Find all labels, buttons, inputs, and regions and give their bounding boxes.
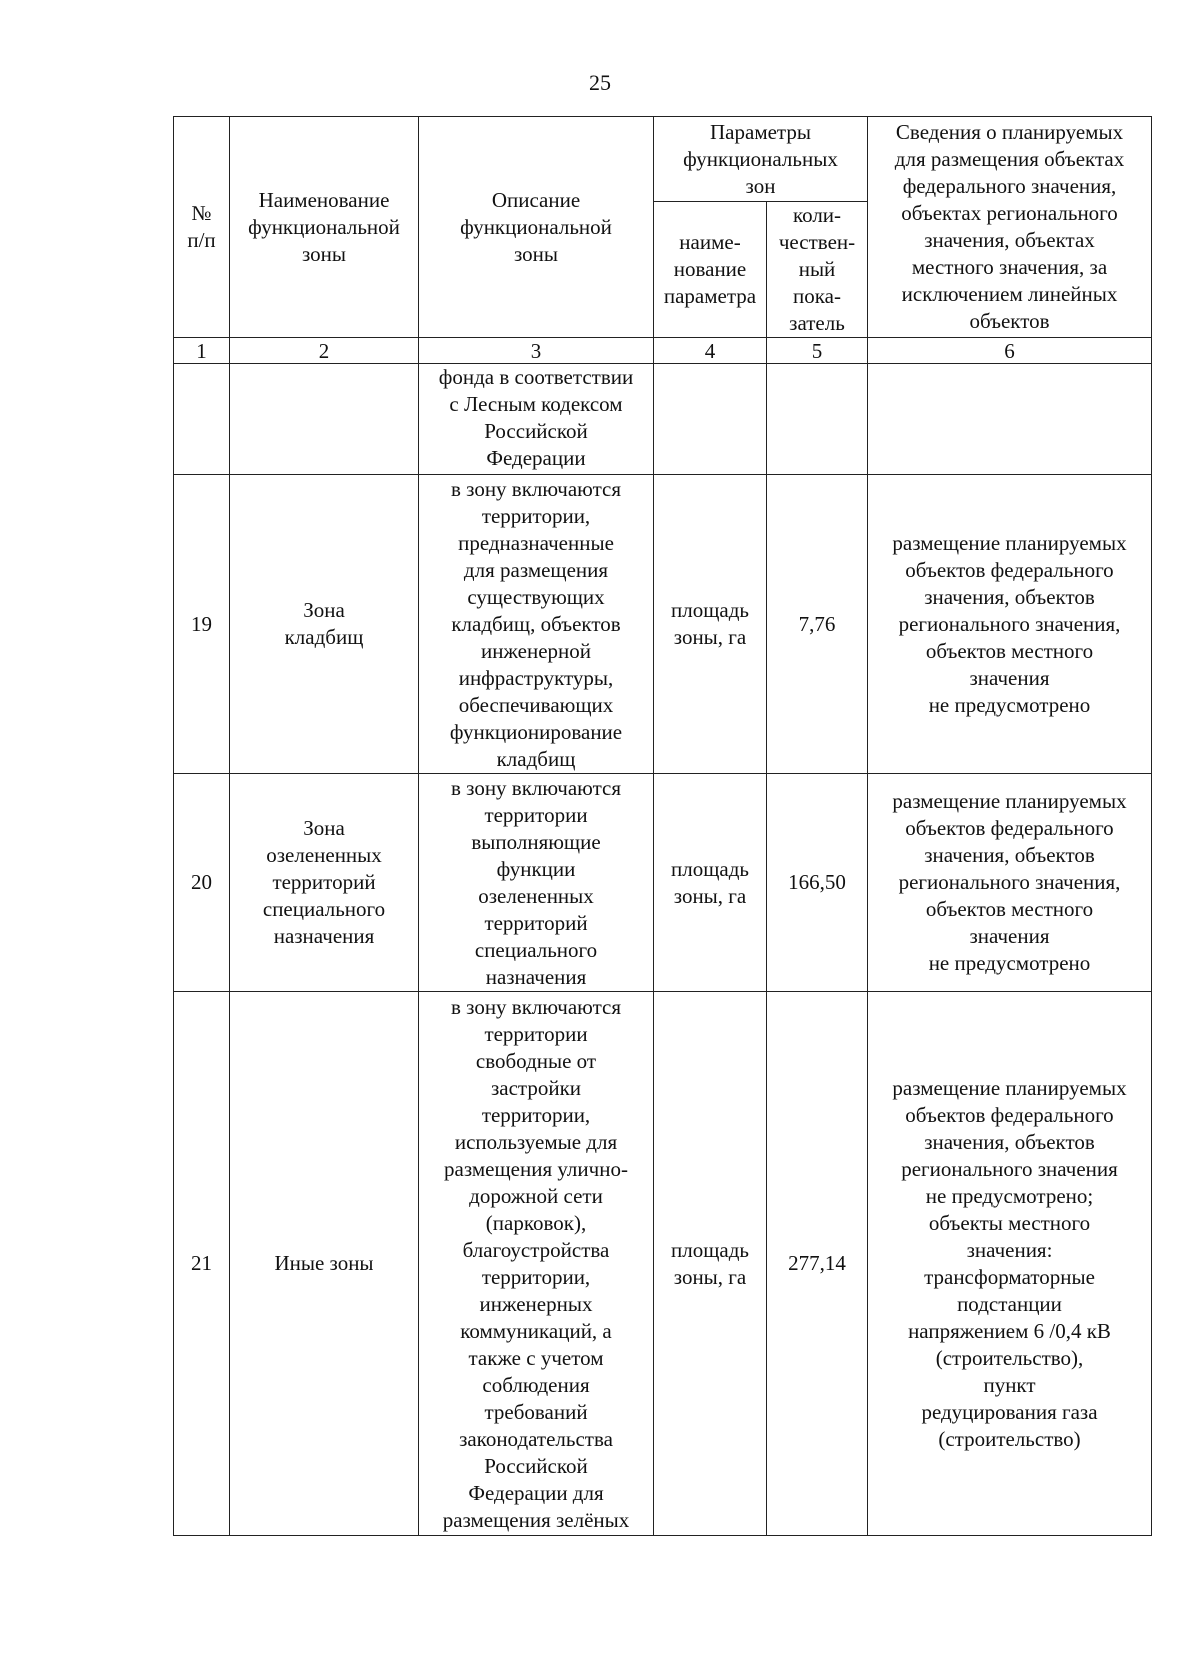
row-number: 19 [174,475,230,774]
header-zone-parameters: Параметры функциональных зон [654,117,868,202]
parameter-name: площадь зоны, га [654,774,767,992]
parameter-name [654,364,767,475]
header-number: № п/п [174,117,230,338]
zone-description: фонда в соответствии с Лесным кодексом Российской Федерации [419,364,654,475]
zone-description: в зону включаются территории свободные от застройки территории, используемые для размещения улично- дорожной сети (парковок), благоустройства территории, инженерных коммуникаций, а также с учетом соблюдения требований законодательства Российской Федерации для размещения зелёных [419,992,654,1536]
row-number: 20 [174,774,230,992]
zone-name: Зона кладбищ [230,475,419,774]
column-number: 6 [868,338,1152,364]
page-number: 25 [589,70,611,95]
header-zone-name: Наименование функциональной зоны [230,117,419,338]
column-number: 3 [419,338,654,364]
column-number: 1 [174,338,230,364]
zone-name: Зона озелененных территорий специального назначения [230,774,419,992]
table-row [174,774,1152,992]
row-number: 21 [174,992,230,1536]
zone-description: в зону включаются территории выполняющие функции озелененных территорий специального назначения [419,774,654,992]
column-number: 5 [767,338,868,364]
header-parameter-value: коли- чествен- ный пока- затель [767,202,868,338]
zone-name: Иные зоны [230,992,419,1536]
functional-zones-table [173,116,1152,1536]
header-parameter-name: наиме- нование параметра [654,202,767,338]
header-planned-objects: Сведения о планируемых для размещения объектах федерального значения, объектах регионального значения, объектах местного значения, за исключением линейных объектов [868,117,1152,338]
parameter-value [767,364,868,475]
header-zone-description: Описание функциональной зоны [419,117,654,338]
table-row [174,364,1152,475]
parameter-value: 7,76 [767,475,868,774]
parameter-name: площадь зоны, га [654,992,767,1536]
planned-objects: размещение планируемых объектов федерального значения, объектов регионального значения, объектов местного значения не предусмотрено [868,475,1152,774]
row-number [174,364,230,475]
table-row [174,475,1152,774]
planned-objects: размещение планируемых объектов федерального значения, объектов регионального значения не предусмотрено; объекты местного значения: трансформаторные подстанции напряжением 6 /0,4 кВ (строительство), пункт редуцирования газа (строительство) [868,992,1152,1536]
zone-name [230,364,419,475]
parameter-name: площадь зоны, га [654,475,767,774]
column-number: 2 [230,338,419,364]
planned-objects: размещение планируемых объектов федерального значения, объектов регионального значения, объектов местного значения не предусмотрено [868,774,1152,992]
parameter-value: 166,50 [767,774,868,992]
planned-objects [868,364,1152,475]
table-row [174,992,1152,1536]
zone-description: в зону включаются территории, предназначенные для размещения существующих кладбищ, объектов инженерной инфраструктуры, обеспечивающих функционирование кладбищ [419,475,654,774]
column-number: 4 [654,338,767,364]
column-numbers-row [174,338,1152,364]
parameter-value: 277,14 [767,992,868,1536]
table-header-row [174,117,1152,202]
